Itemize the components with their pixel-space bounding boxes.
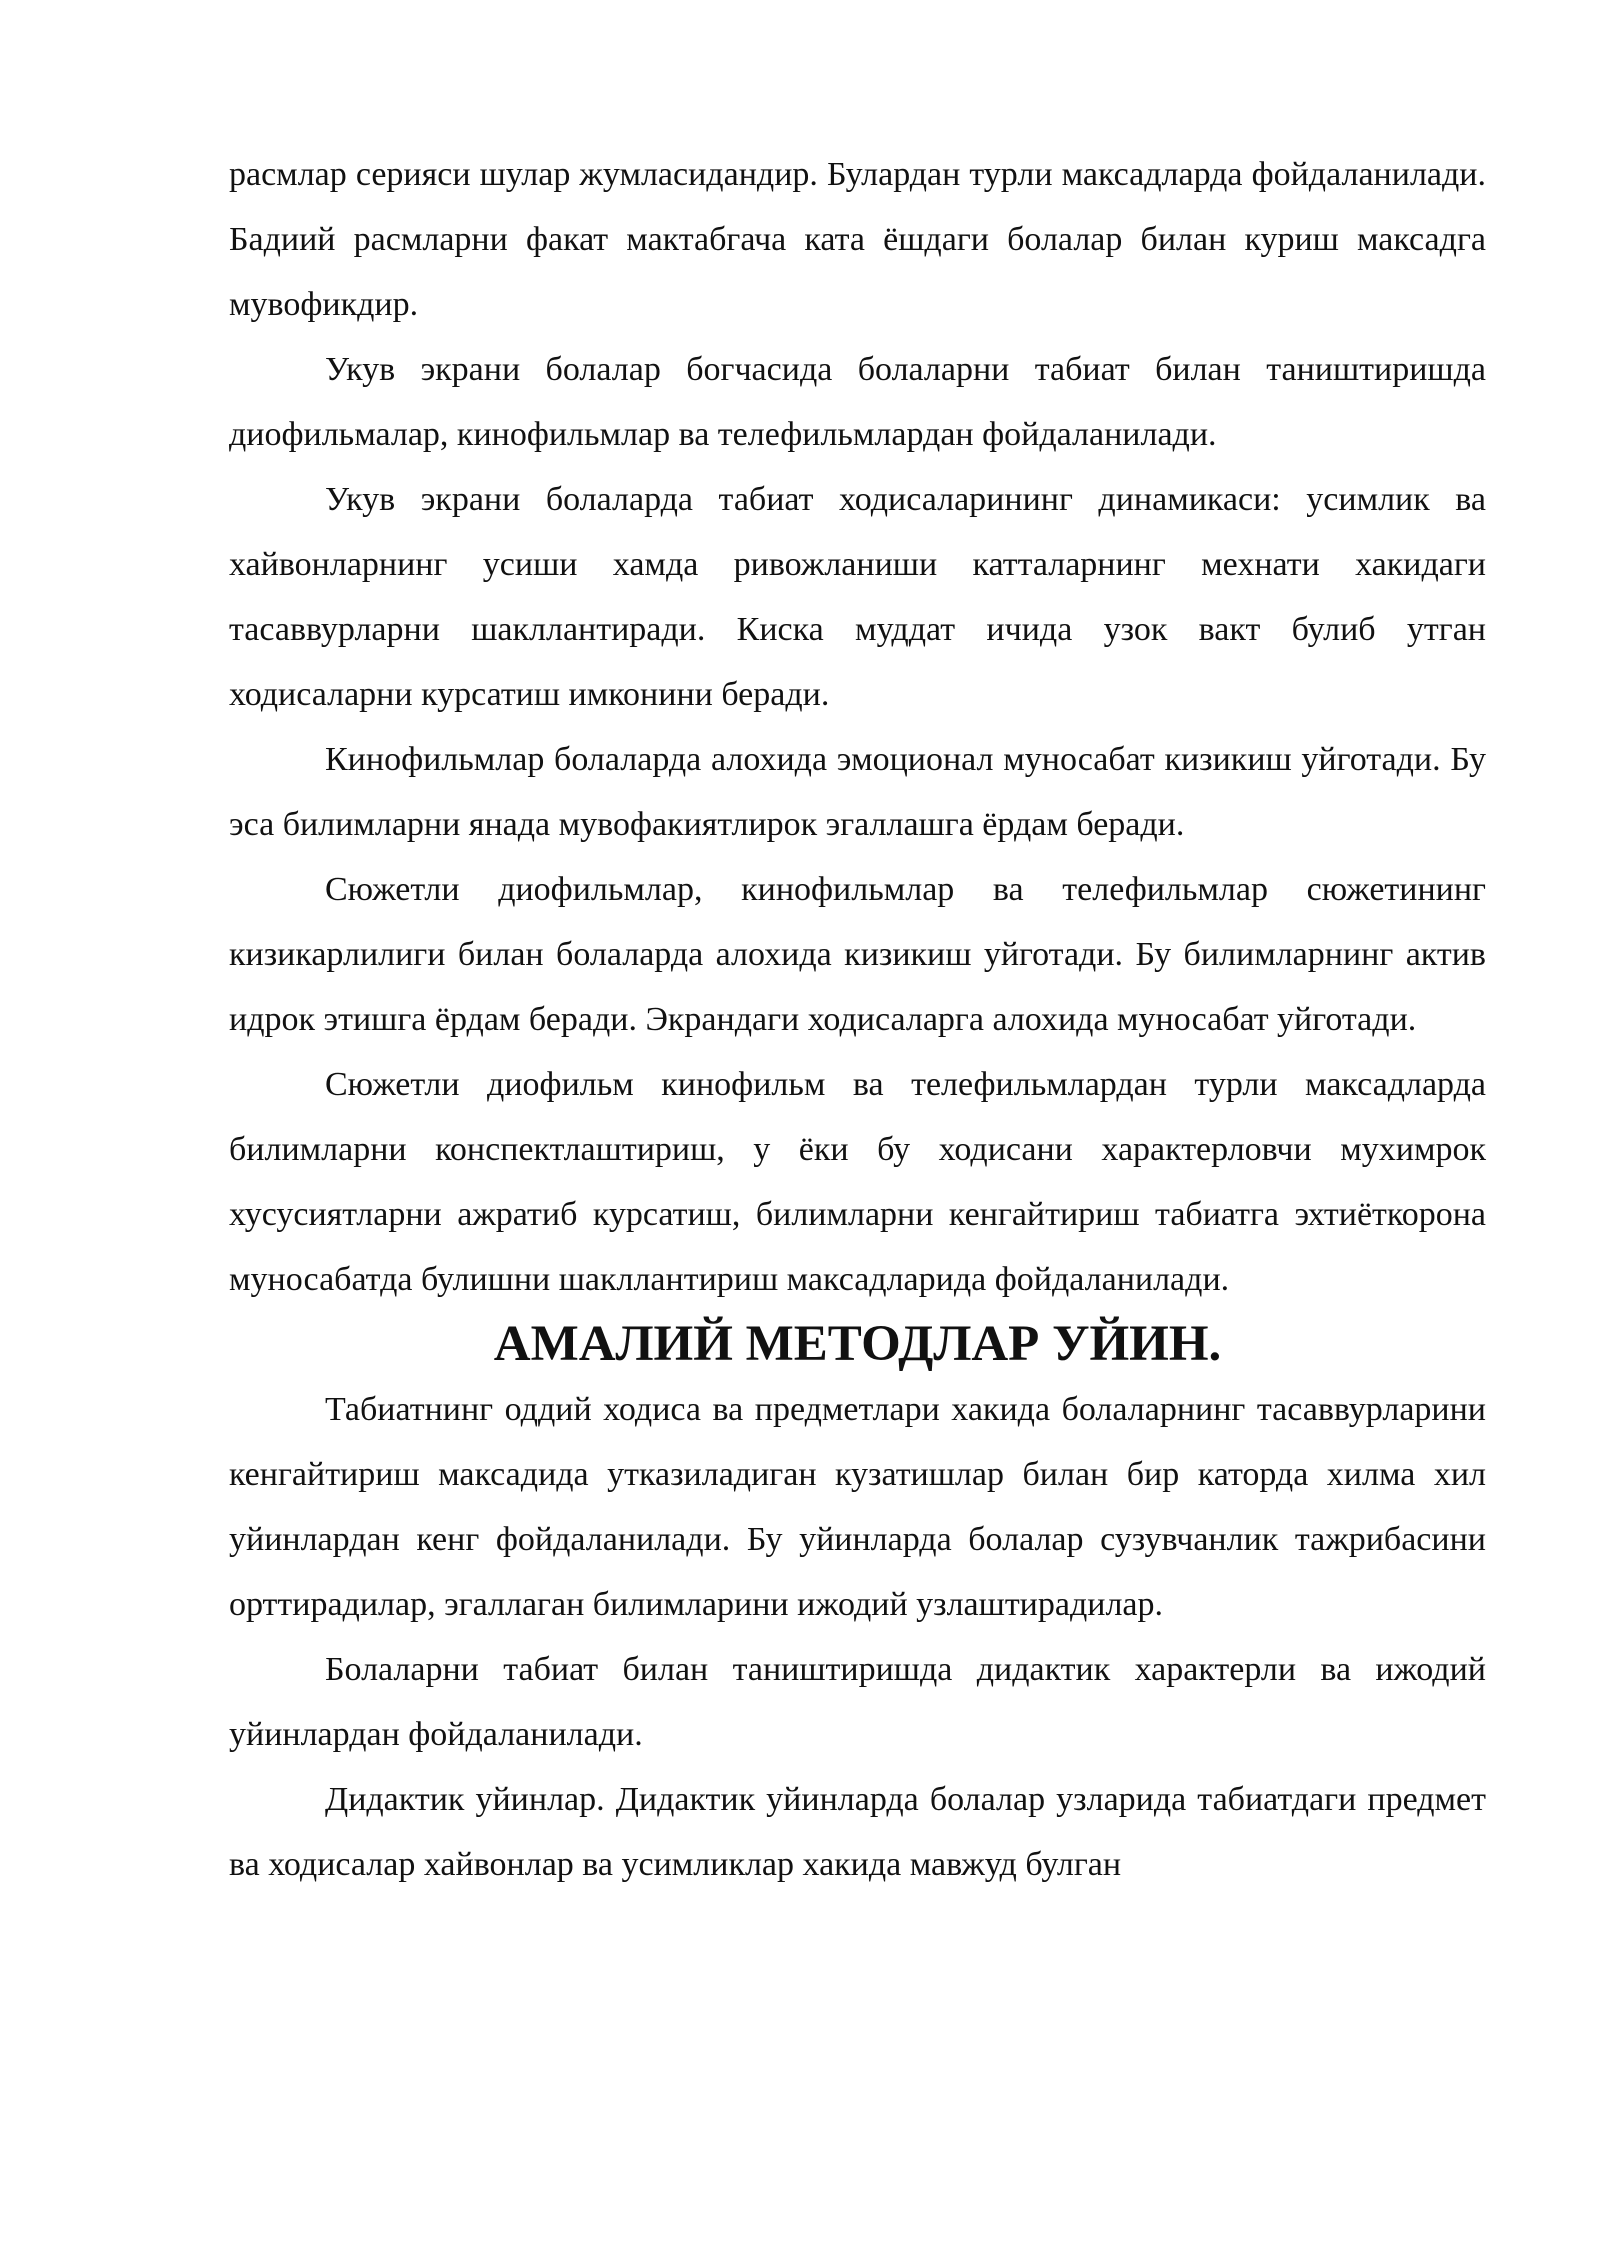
document-body [229,142,1486,1897]
paragraph: Дидактик уйинлар. Дидактик уйинларда болалар узларида табиатдаги предмет ва ходисалар хайвонлар ва усимликлар хакида мавжуд булган [229,1781,1486,1883]
paragraph: Табиатнинг оддий ходиса ва предметлари хакида болаларнинг тасаввурларини кенгайтириш максадида утказиладиган кузатишлар билан бир каторда хилма хил уйинлардан кенг фойдаланилади. Бу уйинларда болалар сузувчанлик тажрибасини орттирадилар, эгаллаган билимларини ижодий узлаштирадилар. [229,1391,1486,1623]
section-heading: АМАЛИЙ МЕТОДЛАР УЙИН. [493,1316,1222,1372]
paragraph: Укув экрани болалар богчасида болаларни табиат билан таништиришда диофильмалар, кинофильмлар ва телефильмлардан фойдаланилади. [229,351,1486,453]
paragraph: Сюжетли диофильмлар, кинофильмлар ва телефильмлар сюжетининг кизикарлилиги билан болаларда алохида кизикиш уйготади. Бу билимларнинг актив идрок этишга ёрдам беради. Экрандаги ходисаларга алохида муносабат уйготади. [229,871,1486,1038]
paragraph: Болаларни табиат билан таништиришда дидактик характерли ва ижодий уйинлардан фойдаланилади. [229,1651,1486,1753]
paragraph-continuation: расмлар серияси шулар жумласидандир. Булардан турли максадларда фойдаланилади. Бадиий расмларни факат мактабгача ката ёшдаги болалар билан куриш максадга мувофикдир. [229,156,1486,323]
paragraph: Кинофильмлар болаларда алохида эмоционал муносабат кизикиш уйготади. Бу эса билимларни янада мувофакиятлирок эгаллашга ёрдам беради. [229,741,1486,843]
paragraph: Сюжетли диофильм кинофильм ва телефильмлардан турли максадларда билимларни конспектлаштириш, у ёки бу ходисани характерловчи мухимрок хусусиятларни ажратиб курсатиш, билимларни кенгайтириш табиатга эхтиёткорона муносабатда булишни шакллантириш максадларида фойдаланилади. [229,1066,1486,1298]
paragraph: Укув экрани болаларда табиат ходисаларининг динамикаси: усимлик ва хайвонларнинг усиши хамда ривожланиши катталарнинг мехнати хакидаги тасаввурларни шакллантиради. Киска муддат ичида узок вакт булиб утган ходисаларни курсатиш имконини беради. [229,481,1486,713]
